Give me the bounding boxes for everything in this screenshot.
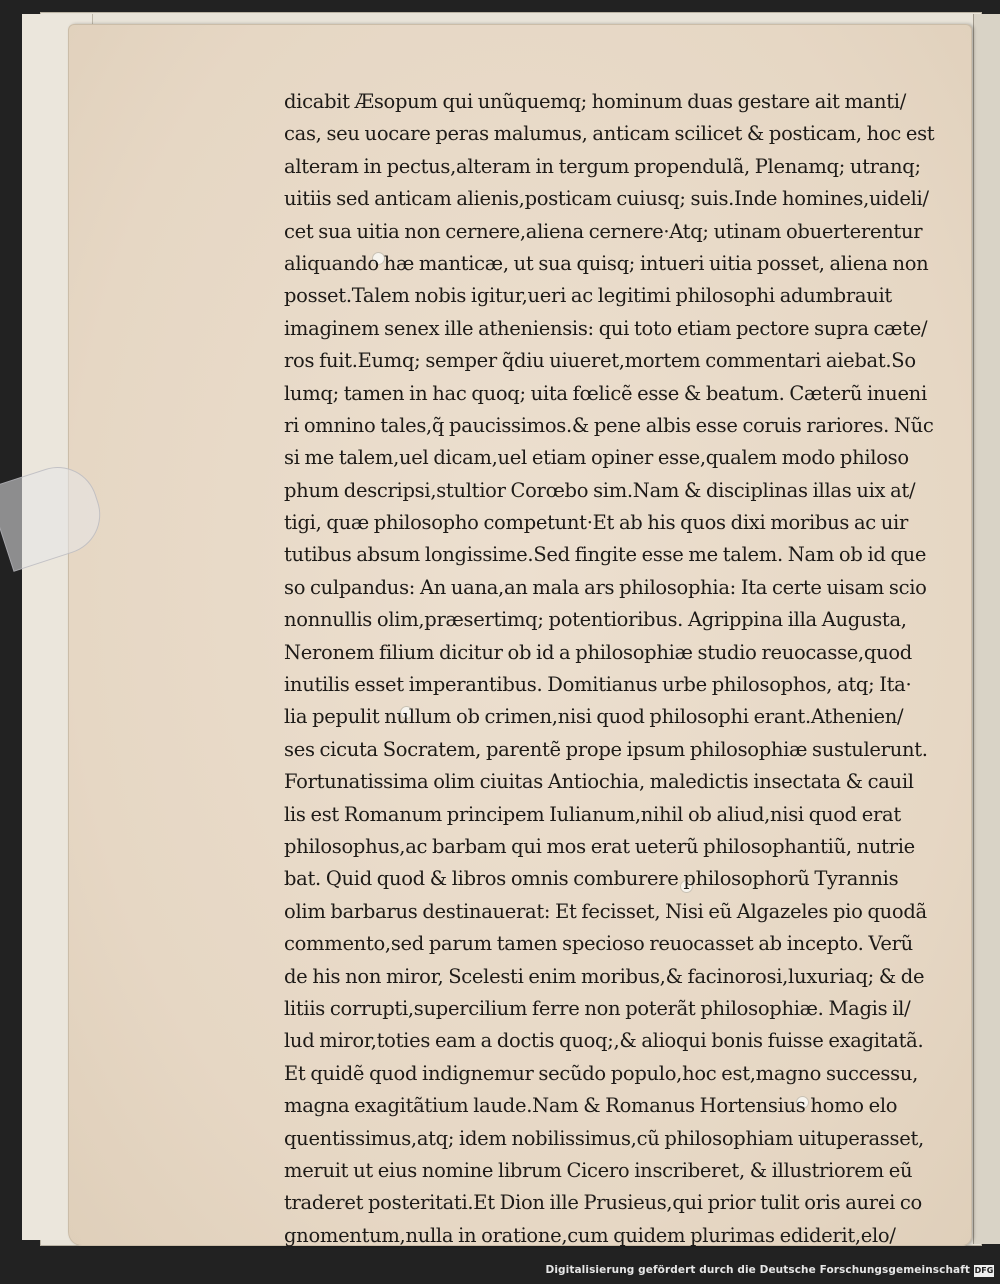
text-line: ros fuit.Eumq; semper q̃diu uiueret,mortem commentari aiebat.So — [284, 349, 916, 373]
text-line: litiis corrupti,supercilium ferre non poterãt philosophiæ. Magis il/ — [284, 996, 911, 1020]
text-line: lud miror,toties eam a doctis quoq;,& alioqui bonis fuisse exagitatã. — [284, 1029, 924, 1053]
page-text — [284, 86, 944, 1252]
text-line: tigi, quæ philosopho competunt·Et ab his quos dixi moribus ac uir — [284, 511, 909, 535]
text-line: posset.Talem nobis igitur,ueri ac legitimi philosophi adumbrauit — [284, 284, 892, 308]
text-line: uitiis sed anticam alienis,posticam cuiusq; suis.Inde homines,uideli/ — [284, 187, 929, 211]
text-line: quentissimus,atq; idem nobilissimus,cũ philosophiam uituperasset, — [284, 1126, 924, 1150]
funding-credit: Digitalisierung gefördert durch die Deutsche Forschungsgemeinschaft — [545, 1264, 970, 1276]
text-line: Et quidẽ quod indignemur secũdo populo,hoc est,magno successu, — [284, 1061, 919, 1085]
dfg-logo: DFG — [974, 1266, 994, 1275]
text-line: phum descripsi,stultior Corœbo sim.Nam & disciplinas illas uix at/ — [284, 478, 916, 502]
text-line: ri omnino tales,q̃ paucissimos.& pene albis esse coruis rariores. Nũc — [284, 413, 934, 437]
text-line: ses cicuta Socratem, parentẽ prope ipsum philosophiæ sustulerunt. — [284, 737, 928, 761]
text-line: commento,sed parum tamen specioso reuocasset ab incepto. Verũ — [284, 932, 913, 956]
text-line: inutilis esset imperantibus. Domitianus urbe philosophos, atq; Ita· — [284, 673, 912, 697]
text-line: lia pepulit nullum ob crimen,nisi quod philosophi erant.Athenien/ — [284, 705, 904, 729]
text-line: alteram in pectus,alteram in tergum propendulã, Plenamq; utranq; — [284, 154, 921, 178]
text-line: nonnullis olim,præsertimq; potentioribus. Agrippina illa Augusta, — [284, 608, 907, 632]
text-line: aliquando hæ manticæ, ut sua quisq; intueri uitia posset, aliena non — [284, 251, 929, 275]
right-page-edge — [973, 14, 1000, 1244]
text-line: traderet posteritati.Et Dion ille Prusieus,qui prior tulit oris aurei co — [284, 1191, 922, 1215]
text-line: lumq; tamen in hac quoq; uita fœlicẽ esse & beatum. Cæterũ inueni — [284, 381, 927, 405]
text-line: dicabit Æsopum qui unũquemq; hominum duas gestare ait manti/ — [284, 90, 906, 113]
text-line: olim barbarus destinauerat: Et fecisset, Nisi eũ Algazeles pio quodã — [284, 899, 927, 923]
page-marks — [978, 58, 1000, 74]
text-line: Fortunatissima olim ciuitas Antiochia, maledictis insectata & cauil — [284, 770, 914, 794]
text-line: philosophus,ac barbam qui mos erat ueterũ philosophantiũ, nutrie — [284, 834, 915, 858]
text-line: meruit ut eius nomine librum Cicero inscriberet, & illustriorem eũ — [284, 1158, 913, 1182]
text-line: imaginem senex ille atheniensis: qui toto etiam pectore supra cæte/ — [284, 316, 928, 340]
text-line: gnomentum,nulla in oratione,cum quidem plurimas ediderit,elo/ — [284, 1223, 896, 1247]
text-line: tutibus absum longissime.Sed fingite esse me talem. Nam ob id que — [284, 543, 927, 567]
text-line: cet sua uitia non cernere,aliena cernere·Atq; utinam obuerterentur — [284, 219, 923, 243]
text-line: Neronem filium dicitur ob id a philosophiæ studio reuocasse,quod — [284, 640, 912, 664]
text-line: de his non miror, Scelesti enim moribus,& facinorosi,luxuriaq; & de — [284, 964, 925, 988]
text-line: bat. Quid quod & libros omnis comburere philosophorũ Tyrannis — [284, 867, 899, 891]
text-line: cas, seu uocare peras malumus, anticam scilicet & posticam, hoc est — [284, 122, 935, 146]
text-line: lis est Romanum principem Iulianum,nihil ob aliud,nisi quod erat — [284, 802, 901, 826]
text-line: so culpandus: An uana,an mala ars philosophia: Ita certe uisam scio — [284, 575, 927, 599]
text-line: magna exagitãtium laude.Nam & Romanus Hortensius homo elo — [284, 1094, 898, 1118]
text-line: si me talem,uel dicam,uel etiam opiner esse,qualem modo philoso — [284, 446, 909, 470]
